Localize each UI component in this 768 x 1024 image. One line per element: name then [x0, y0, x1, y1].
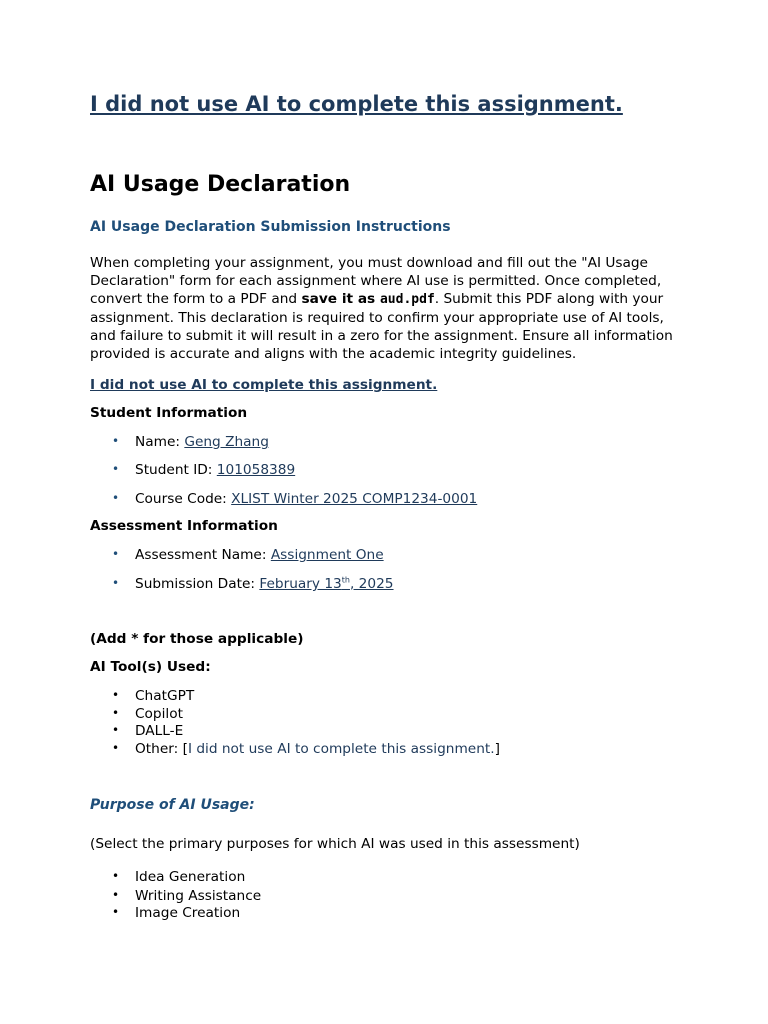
page-title: AI Usage Declaration: [90, 172, 351, 197]
bullet-icon: •: [112, 869, 120, 883]
bullet-icon: •: [112, 576, 120, 590]
assessment-info-label: Assessment Information: [90, 518, 278, 534]
bullet-icon: •: [112, 491, 120, 505]
purpose-note: (Select the primary purposes for which AI was used in this assessment): [90, 836, 580, 852]
submission-date-value: February 13th, 2025: [259, 575, 394, 592]
instructions-text-1: When completing your assignment, you must download and fill out the "AI Usage Declaration" form for each assignment where AI use is permitted. Once completed, convert the form to a PDF and: [90, 255, 662, 307]
course-code-value: XLIST Winter 2025 COMP1234-0001: [231, 491, 478, 507]
bullet-icon: •: [112, 547, 120, 561]
declaration-statement: I did not use AI to complete this assignment.: [90, 377, 438, 393]
student-id-value: 101058389: [216, 462, 296, 478]
bullet-icon: •: [112, 741, 120, 755]
instructions-paragraph: [90, 254, 680, 363]
assessment-name-value: Assignment One: [270, 547, 384, 563]
declaration-banner: I did not use AI to complete this assignment.: [90, 92, 623, 116]
assessment-name-label: Assessment Name:: [135, 547, 271, 563]
tool-other-value: I did not use AI to complete this assignment.: [187, 741, 495, 757]
purpose-heading: Purpose of AI Usage:: [90, 797, 255, 813]
bullet-icon: •: [112, 688, 120, 702]
applicable-note: (Add * for those applicable): [90, 631, 304, 647]
student-name-value: Geng Zhang: [184, 434, 269, 450]
bullet-icon: •: [112, 888, 120, 902]
course-code-label: Course Code:: [135, 491, 232, 507]
student-name-label: Name:: [135, 434, 185, 450]
student-info-label: Student Information: [90, 405, 248, 421]
bullet-icon: •: [112, 723, 120, 737]
bullet-icon: •: [112, 905, 120, 919]
bullet-icon: •: [112, 462, 120, 476]
ai-tools-label: AI Tool(s) Used:: [90, 659, 211, 675]
student-id-label: Student ID:: [135, 462, 217, 478]
bullet-icon: •: [112, 434, 120, 448]
instructions-text-2: . Submit this PDF along with your assignment. This declaration is required to confirm your appropriate use of AI tools, and failure to submit it will result in a zero for the assignment. Ensure all information provided is accurate and aligns with the academic integrity guidelines.: [90, 291, 673, 362]
tool-other-label: Other: [: [135, 741, 188, 757]
instructions-heading: AI Usage Declaration Submission Instructions: [90, 219, 451, 235]
submission-date-label: Submission Date:: [135, 576, 260, 592]
bullet-icon: •: [112, 706, 120, 720]
instructions-save-text: save it as: [301, 291, 380, 307]
instructions-filename: aud.pdf: [379, 292, 435, 307]
